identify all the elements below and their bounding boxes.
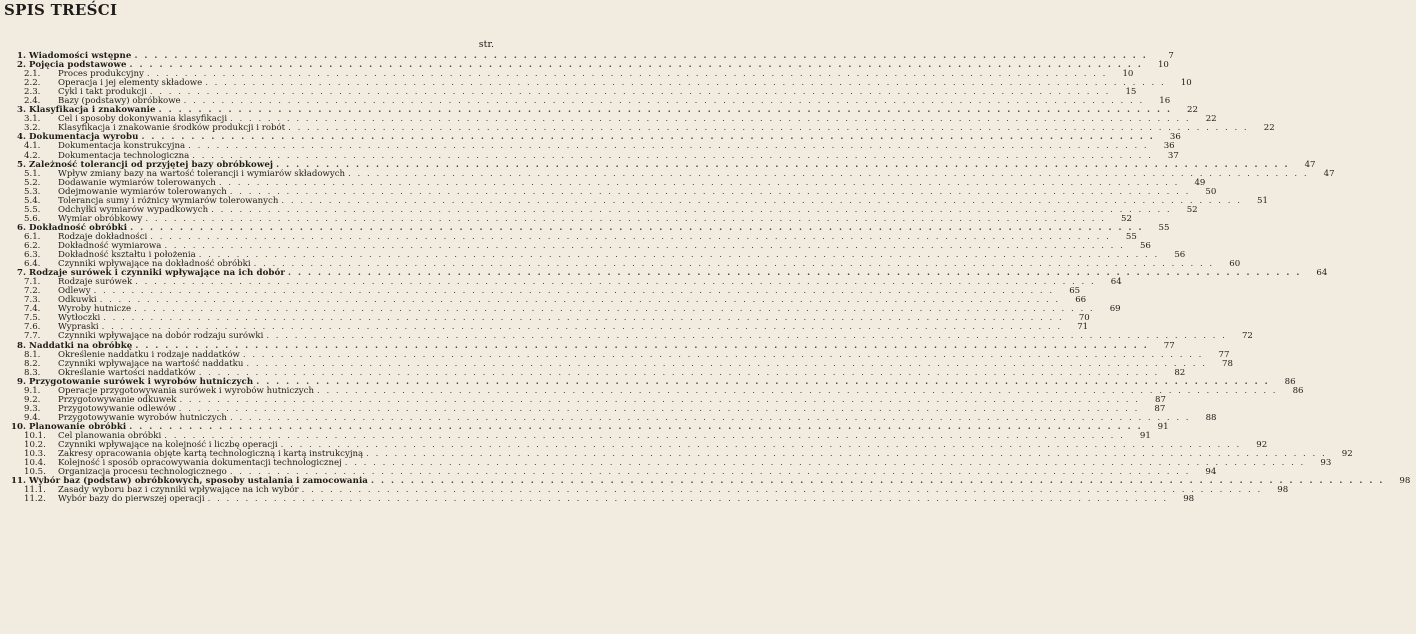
toc-entry-page-number: 72 bbox=[1241, 331, 1253, 342]
toc-entry-page-number: 16 bbox=[1159, 96, 1171, 107]
toc-entry-number: 8.3. bbox=[24, 367, 41, 378]
toc-entry-page-number: 87 bbox=[1154, 403, 1166, 414]
toc-entry-number: 3.1. bbox=[24, 114, 41, 125]
toc-entry-page-number: 49 bbox=[1194, 177, 1206, 188]
toc-entry-title: Wybór baz (podstaw) obróbkowych, sposoby ustalania i zamocowania bbox=[29, 476, 368, 487]
toc-entry-number: 10.5. bbox=[24, 467, 46, 478]
toc-entry-title: Zasady wyboru baz i czynniki wpływające na ich wybór bbox=[58, 485, 299, 496]
toc-entry-title: Dokładność kształtu i położenia bbox=[58, 250, 196, 261]
toc-entry-number: 9.1. bbox=[24, 385, 41, 396]
toc-entry-page-number: 36 bbox=[1163, 141, 1175, 152]
toc-entry-number: 6.2. bbox=[24, 240, 41, 251]
toc-entry-page-number: 87 bbox=[1155, 394, 1166, 405]
toc-entry-title: Cel i sposoby dokonywania klasyfikacji bbox=[58, 114, 228, 125]
toc-entry-title: Bazy (podstawy) obróbkowe bbox=[58, 96, 181, 107]
toc-entry-number: 4.1. bbox=[24, 141, 41, 152]
toc-entry-number: 7.4. bbox=[24, 304, 41, 315]
toc-entry-number: 2.3. bbox=[24, 87, 41, 98]
toc-entry-page-number: 66 bbox=[1075, 295, 1087, 306]
toc-entry-page-number: 7 bbox=[1168, 51, 1174, 61]
toc-entry-number: 11.2. bbox=[24, 494, 46, 505]
toc-entry-title: Przygotowanie surówek i wyrobów hutniczych bbox=[29, 376, 254, 387]
toc-entry-title: Organizacja procesu technologicznego bbox=[58, 467, 227, 478]
toc-entry-title: Kolejność i sposób opracowywania dokumentacji technologicznej bbox=[58, 458, 342, 469]
toc-entry-number: 4.2. bbox=[24, 150, 41, 161]
toc-entry-page-number: 10 bbox=[1180, 78, 1192, 89]
toc-entry-number: 10.4. bbox=[24, 458, 46, 469]
toc-entry-title: Określanie wartości naddatków bbox=[58, 367, 196, 378]
table-of-contents bbox=[0, 51, 1411, 505]
toc-entry-page-number: 55 bbox=[1125, 231, 1137, 242]
toc-section-row[interactable] bbox=[0, 494, 1195, 505]
toc-entry-number: 6.4. bbox=[24, 259, 41, 270]
toc-entry-title: Wybór bazy do pierwszej operacji bbox=[58, 494, 205, 505]
toc-entry-number: 9.4. bbox=[24, 412, 41, 423]
toc-entry-title: Czynniki wpływające na kolejność i liczbę operacji bbox=[58, 440, 278, 451]
toc-entry-page-number: 69 bbox=[1109, 304, 1121, 315]
toc-entry-title: Rodzaje dokładności bbox=[58, 231, 148, 242]
toc-entry-page-number: 88 bbox=[1205, 412, 1217, 423]
toc-entry-number: 10. bbox=[11, 421, 26, 432]
toc-entry-page-number: 71 bbox=[1077, 322, 1089, 333]
toc-entry-title: Planowanie obróbki bbox=[29, 421, 127, 432]
toc-entry-title: Przygotowywanie odlewów bbox=[58, 403, 176, 414]
toc-entry-number: 2.4. bbox=[24, 96, 41, 107]
toc-entry-page-number: 98 bbox=[1183, 494, 1195, 505]
toc-entry-page-number: 36 bbox=[1169, 132, 1181, 143]
toc-entry-number: 10.3. bbox=[24, 449, 46, 460]
toc-entry-title: Czynniki wpływające na dobór rodzaju surówki bbox=[58, 331, 264, 342]
toc-entry-title: Pojęcia podstawowe bbox=[29, 60, 127, 71]
toc-entry-page-number: 91 bbox=[1157, 421, 1169, 432]
toc-entry-page-number: 37 bbox=[1167, 150, 1179, 161]
toc-entry-page-number: 93 bbox=[1320, 458, 1332, 469]
toc-entry-number: 5.2. bbox=[24, 177, 41, 188]
toc-entry-number: 7.2. bbox=[24, 286, 41, 297]
toc-entry-title: Określenie naddatku i rodzaje naddatków bbox=[58, 349, 240, 360]
toc-entry-number: 7.5. bbox=[24, 313, 41, 324]
toc-entry-title: Przygotowywanie odkuwek bbox=[58, 394, 177, 405]
toc-entry-page-number: 47 bbox=[1323, 168, 1335, 179]
toc-entry-page-number: 50 bbox=[1205, 186, 1217, 197]
toc-entry-title: Wytłoczki bbox=[58, 313, 101, 324]
toc-entry-number: 7.6. bbox=[24, 322, 41, 333]
toc-entry-page-number: 78 bbox=[1222, 358, 1233, 369]
toc-entry-title: Wiadomości wstępne bbox=[29, 51, 132, 61]
toc-entry-number: 6.1. bbox=[24, 231, 41, 242]
toc-entry-page-number: 15 bbox=[1125, 87, 1137, 98]
toc-entry-title: Dokładność wymiarowa bbox=[58, 240, 162, 251]
toc-entry-page-number: 91 bbox=[1139, 430, 1151, 441]
toc-entry-number: 3.2. bbox=[24, 123, 41, 134]
toc-entry-number: 9. bbox=[17, 376, 26, 387]
toc-entry-page-number: 77 bbox=[1218, 349, 1230, 360]
toc-entry-title: Operacje przygotowywania surówek i wyrobów hutniczych bbox=[58, 385, 314, 396]
dot-leader bbox=[208, 495, 1169, 504]
toc-entry-number: 7.1. bbox=[24, 277, 41, 288]
toc-entry-page-number: 22 bbox=[1205, 114, 1217, 125]
toc-entry-title: Wpływ zmiany bazy na wartość tolerancji i wymiarów składowych bbox=[58, 168, 346, 179]
toc-entry-number: 5.4. bbox=[24, 195, 41, 206]
toc-entry-title: Rodzaje surówek bbox=[58, 277, 133, 288]
toc-entry-number: 8.2. bbox=[24, 358, 41, 369]
toc-entry-page-number: 22 bbox=[1263, 123, 1275, 134]
toc-entry-page-number: 86 bbox=[1292, 385, 1304, 396]
toc-entry-number: 11. bbox=[11, 476, 26, 487]
toc-entry-number: 8. bbox=[17, 340, 26, 351]
toc-entry-title: Zależność tolerancji od przyjętej bazy obróbkowej bbox=[29, 159, 274, 170]
toc-entry-page-number: 47 bbox=[1304, 159, 1316, 170]
toc-entry-title: Przygotowywanie wyrobów hutniczych bbox=[58, 412, 227, 423]
toc-entry-number: 1. bbox=[17, 51, 26, 61]
toc-entry-title: Dokumentacja technologiczna bbox=[58, 150, 190, 161]
toc-entry-title: Tolerancja sumy i różnicy wymiarów tolerowanych bbox=[58, 195, 279, 206]
toc-entry-page-number: 86 bbox=[1284, 376, 1296, 387]
toc-entry-page-number: 10 bbox=[1122, 69, 1134, 80]
toc-entry-title: Dokumentacja wyrobu bbox=[29, 132, 139, 143]
toc-entry-page-number: 10 bbox=[1157, 60, 1169, 71]
toc-entry-number: 9.3. bbox=[24, 403, 41, 414]
toc-entry-title: Klasyfikacja i znakowanie bbox=[29, 105, 156, 116]
toc-entry-title: Zakresy opracowania objęte kartą technologiczną i kartą instrukcyjną bbox=[58, 449, 364, 460]
toc-entry-title: Czynniki wpływające na wartość naddatku bbox=[58, 358, 244, 369]
toc-entry-number: 7.7. bbox=[24, 331, 41, 342]
toc-entry-number: 5.5. bbox=[24, 204, 41, 215]
toc-entry-title: Klasyfikacja i znakowanie środków produkcji i robót bbox=[58, 123, 286, 134]
toc-entry-number: 7. bbox=[17, 268, 26, 279]
toc-entry-title: Odlewy bbox=[58, 286, 91, 297]
toc-entry-page-number: 65 bbox=[1069, 286, 1081, 297]
toc-entry-number: 10.1. bbox=[24, 430, 46, 441]
toc-entry-number: 4. bbox=[17, 132, 26, 143]
toc-entry-page-number: 92 bbox=[1341, 449, 1353, 460]
toc-entry-title: Odchyłki wymiarów wypadkowych bbox=[58, 204, 209, 215]
toc-entry-number: 5.3. bbox=[24, 186, 41, 197]
page-title: SPIS TREŚCI bbox=[4, 1, 118, 19]
toc-entry-page-number: 22 bbox=[1187, 105, 1198, 116]
toc-entry-number: 3. bbox=[17, 105, 26, 116]
toc-entry-number: 6. bbox=[17, 222, 26, 233]
toc-entry-page-number: 82 bbox=[1174, 367, 1186, 378]
toc-entry-title: Dodawanie wymiarów tolerowanych bbox=[58, 177, 216, 188]
toc-entry-title: Odejmowanie wymiarów tolerowanych bbox=[58, 186, 227, 197]
toc-entry-page-number: 56 bbox=[1174, 250, 1186, 261]
toc-entry-page-number: 77 bbox=[1163, 340, 1175, 351]
toc-entry-page-number: 92 bbox=[1256, 440, 1268, 451]
toc-entry-title: Rodzaje surówek i czynniki wpływające na ich dobór bbox=[29, 268, 285, 279]
toc-entry-title: Czynniki wpływające na dokładność obróbki bbox=[58, 259, 251, 270]
toc-entry-number: 11.1. bbox=[24, 485, 46, 496]
toc-entry-page-number: 52 bbox=[1121, 213, 1132, 224]
toc-entry-number: 5. bbox=[17, 159, 26, 170]
toc-entry-title: Naddatki na obróbkę bbox=[29, 340, 133, 351]
toc-entry-page-number: 94 bbox=[1205, 467, 1217, 478]
toc-entry-title: Proces produkcyjny bbox=[58, 69, 144, 80]
toc-entry-page-number: 55 bbox=[1158, 222, 1170, 233]
toc-entry-number: 10.2. bbox=[24, 440, 46, 451]
toc-entry-title: Wypraski bbox=[58, 322, 99, 333]
toc-entry-title: Cykl i takt produkcji bbox=[58, 87, 147, 98]
toc-entry-title: Dokładność obróbki bbox=[29, 222, 128, 233]
toc-entry-number: 6.3. bbox=[24, 250, 41, 261]
toc-entry-page-number: 52 bbox=[1186, 204, 1198, 215]
toc-entry-number: 9.2. bbox=[24, 394, 41, 405]
toc-entry-title: Cel planowania obróbki bbox=[58, 430, 162, 441]
page-column-label: str. bbox=[478, 39, 494, 50]
toc-entry-title: Wymiar obróbkowy bbox=[58, 213, 143, 224]
toc-entry-number: 8.1. bbox=[24, 349, 41, 360]
toc-entry-number: 2. bbox=[17, 60, 26, 71]
toc-entry-page-number: 64 bbox=[1316, 268, 1328, 279]
toc-entry-page-number: 98 bbox=[1277, 485, 1289, 496]
toc-entry-page-number: 98 bbox=[1399, 476, 1411, 487]
toc-entry-number: 2.2. bbox=[24, 78, 41, 89]
toc-entry-page-number: 70 bbox=[1078, 313, 1090, 324]
toc-entry-title: Wyroby hutnicze bbox=[58, 304, 132, 315]
toc-entry-number: 2.1. bbox=[24, 69, 41, 80]
toc-entry-number: 5.6. bbox=[24, 213, 41, 224]
toc-entry-title: Dokumentacja konstrukcyjna bbox=[58, 141, 186, 152]
toc-entry-page-number: 64 bbox=[1110, 277, 1122, 288]
toc-entry-title: Odkuwki bbox=[58, 295, 97, 306]
toc-entry-page-number: 51 bbox=[1257, 195, 1268, 206]
toc-entry-number: 5.1. bbox=[24, 168, 41, 179]
toc-entry-title: Operacja i jej elementy składowe bbox=[58, 78, 203, 89]
toc-entry-page-number: 60 bbox=[1229, 259, 1241, 270]
toc-entry-number: 7.3. bbox=[24, 295, 41, 306]
toc-entry-page-number: 56 bbox=[1139, 240, 1151, 251]
